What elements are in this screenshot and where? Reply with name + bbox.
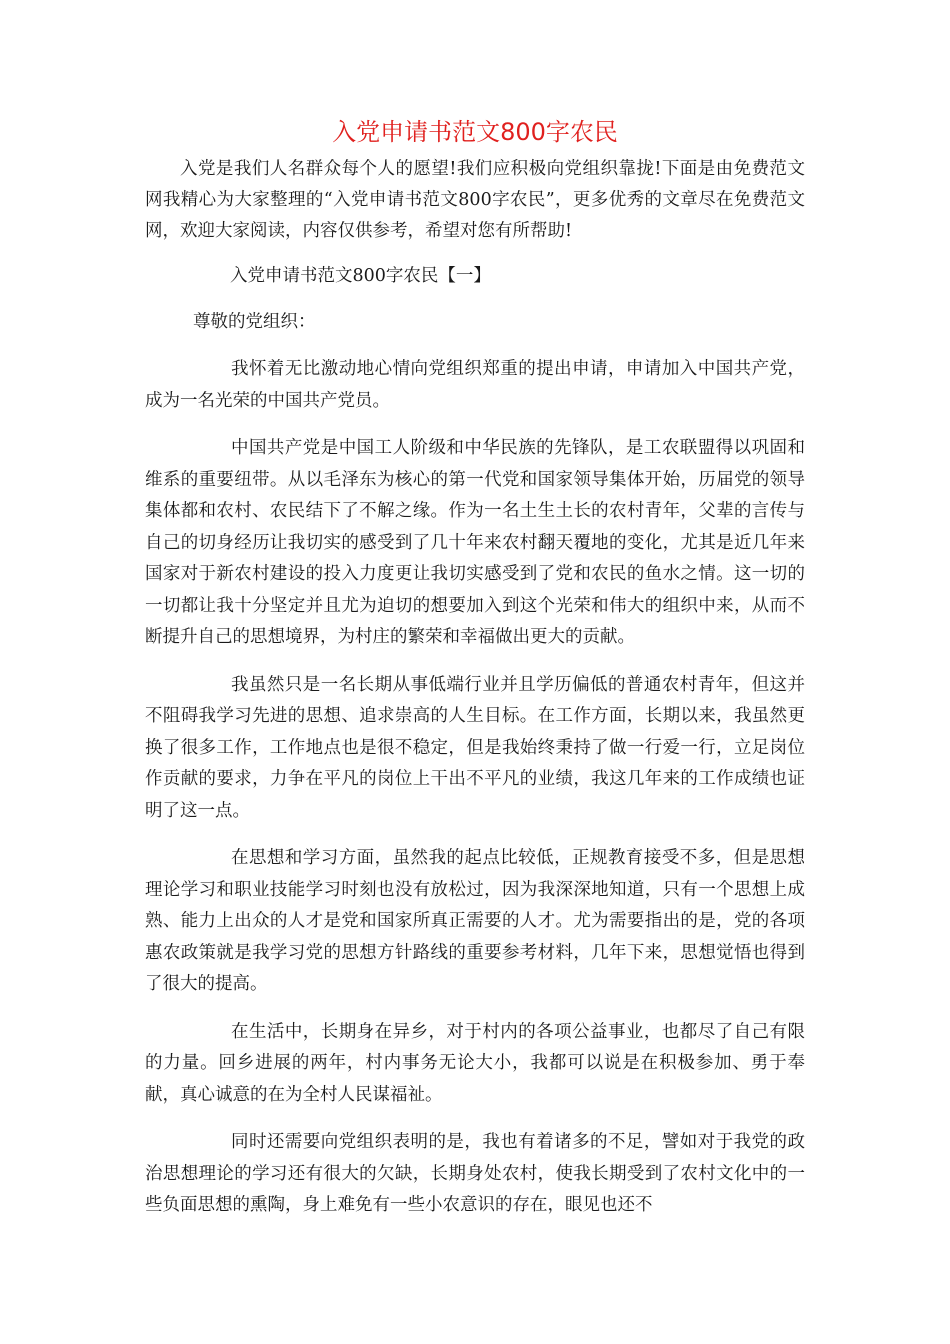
body-paragraph-3: 我虽然只是一名长期从事低端行业并且学历偏低的普通农村青年，但这并不阻碍我学习先进的思想、追求崇高的人生目标。在工作方面，长期以来，我虽然更换了很多工作，工作地点也是很不稳定，但是我始终秉持了做一行爱一行，立足岗位作贡献的要求，力争在平凡的岗位上干出不平凡的业绩，我这几年来的工作成绩也证明了这一点。 xyxy=(145,674,805,821)
section-subheading: 入党申请书范文800字农民【一】 xyxy=(230,266,491,286)
body-paragraph-6: 同时还需要向党组织表明的是，我也有着诸多的不足，譬如对于我党的政治思想理论的学习还有很大的欠缺，长期身处农村，使我长期受到了农村文化中的一些负面思想的熏陶，身上难免有一些小农意识的存在，眼见也还不 xyxy=(145,1132,805,1215)
body-paragraph-2: 中国共产党是中国工人阶级和中华民族的先锋队，是工农联盟得以巩固和维系的重要纽带。从以毛泽东为核心的第一代党和国家领导集体开始，历届党的领导集体都和农村、农民结下了不解之缘。作为一名土生土长的农村青年，父辈的言传与自己的切身经历让我切实的感受到了几十年来农村翻天覆地的变化，尤其是近几年来国家对于新农村建设的投入力度更让我切实感受到了党和农民的鱼水之情。这一切的一切都让我十分坚定并且尤为迫切的想要加入到这个光荣和伟大的组织中来，从而不断提升自己的思想境界，为村庄的繁荣和幸福做出更大的贡献。 xyxy=(145,438,805,647)
body-paragraph-5: 在生活中，长期身在异乡，对于村内的各项公益事业，也都尽了自己有限的力量。回乡进展的两年，村内事务无论大小，我都可以说是在积极参加、勇于奉献，真心诚意的在为全村人民谋福祉。 xyxy=(145,1021,805,1105)
document-title: 入党申请书范文800字农民 xyxy=(332,118,618,146)
document-page xyxy=(145,112,805,1222)
body-paragraph-1: 我怀着无比激动地心情向党组织郑重的提出申请，申请加入中国共产党，成为一名光荣的中国共产党员。 xyxy=(145,359,805,411)
salutation: 尊敬的党组织： xyxy=(193,312,316,332)
intro-paragraph: 入党是我们人名群众每个人的愿望!我们应积极向党组织靠拢!下面是由免费范文网我精心为大家整理的“入党申请书范文800字农民”，更多优秀的文章尽在免费范文网，欢迎大家阅读，内容仅供参考，希望对您有所帮助! xyxy=(145,159,805,241)
body-paragraph-4: 在思想和学习方面，虽然我的起点比较低，正规教育接受不多，但是思想理论学习和职业技能学习时刻也没有放松过，因为我深深地知道，只有一个思想上成熟、能力上出众的人才是党和国家所真正需要的人才。尤为需要指出的是，党的各项惠农政策就是我学习党的思想方针路线的重要参考材料，几年下来，思想觉悟也得到了很大的提高。 xyxy=(145,848,805,994)
